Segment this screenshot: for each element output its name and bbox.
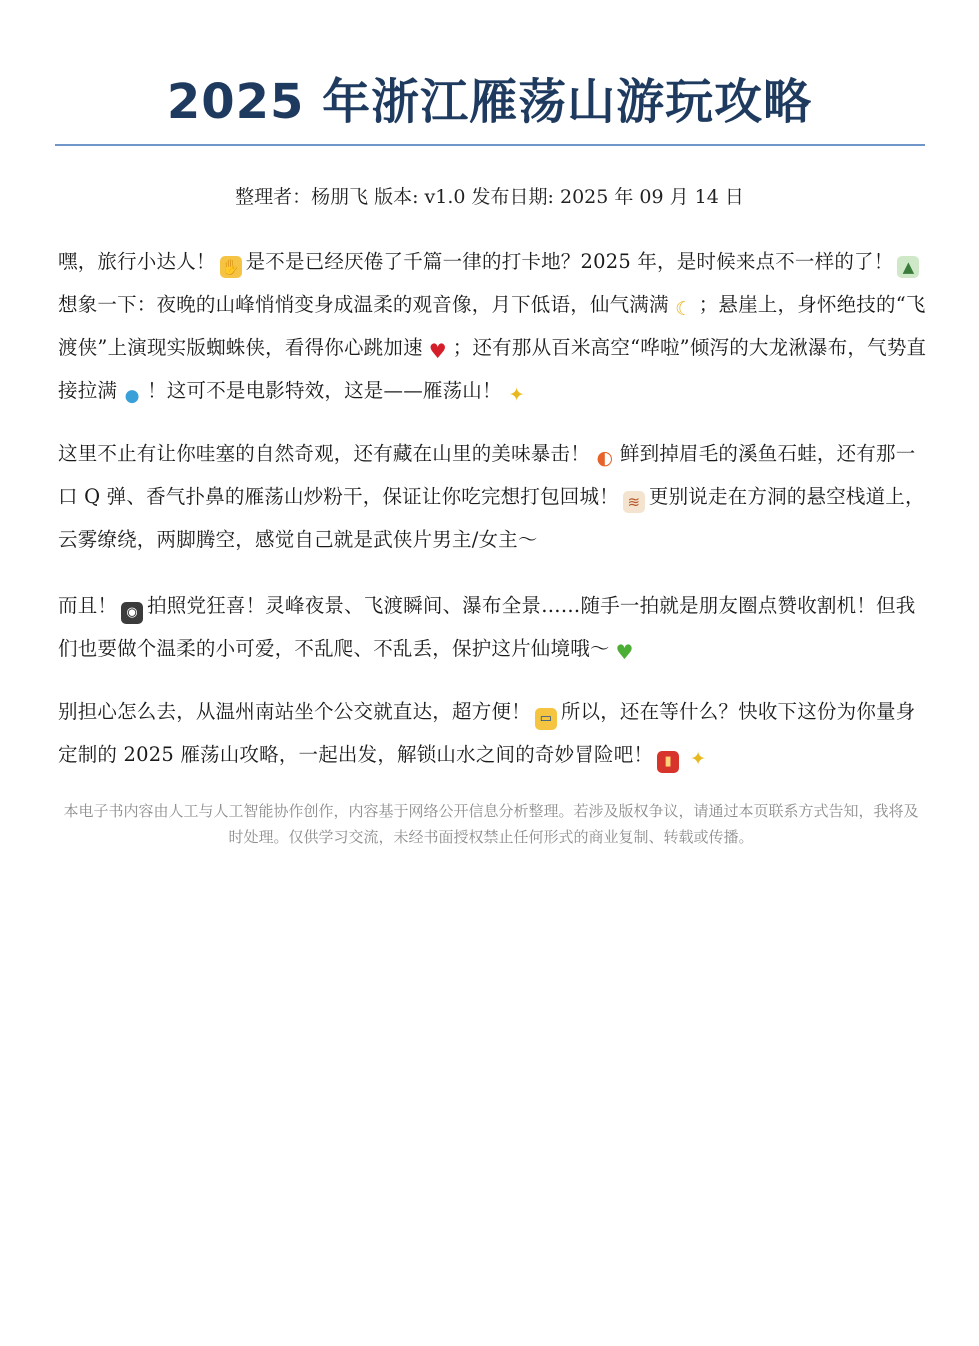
paragraph-text: 别担心怎么去，从温州南站坐个公交就直达，超方便！ — [58, 700, 531, 723]
bus-icon: ▭ — [535, 708, 557, 730]
red-heart-icon: ♥ — [428, 339, 447, 363]
mountain-icon: ▲ — [897, 256, 919, 278]
paragraph-text: ；还有那从百米高空“哗啦”倾泻的大龙湫瀑布，气势直接拉满 — [58, 336, 927, 402]
paragraph-text: 更别说走在方洞的悬空栈道上，云雾缭绕，两脚腾空，感觉自己就是武侠片男主/女主～ — [58, 485, 925, 551]
paragraph-text: 而且！ — [58, 594, 118, 617]
author-version-date: 整理者：杨朋飞 版本: v1.0 发布日期: 2025 年 09 月 14 日 — [235, 186, 744, 208]
sparkles-icon: ✦ — [690, 748, 707, 770]
paragraph-text: ；悬崖上，身怀绝技的“飞渡侠”上演现实版蜘蛛侠，看得你心跳加速 — [58, 293, 926, 359]
green-heart-icon: ♥ — [615, 640, 634, 664]
paragraph-text: 鲜到掉眉毛的溪鱼石蛙，还有那一口 Q 弹、香气扑鼻的雁荡山炒粉干，保证让你吃完想打包回城！ — [58, 442, 916, 508]
paragraph-text: 拍照党狂喜！灵峰夜景、飞渡瞬间、瀑布全景……随手一拍就是朋友圈点赞收割机！但我们也要做个温柔的小可爱，不乱爬、不乱丢，保护这片仙境哦～ — [58, 594, 916, 660]
sparkles-icon: ✦ — [508, 384, 525, 406]
paragraph-text: 嘿，旅行小达人！ — [58, 250, 216, 273]
crescent-moon-icon: ☾ — [675, 298, 693, 320]
document-title: 2025 年浙江雁荡山游玩攻略 — [166, 74, 813, 130]
noodle-bowl-icon: ≋ — [623, 491, 645, 513]
paragraph-text: ！这可不是电影特效，这是——雁荡山！ — [147, 379, 502, 402]
shrimp-icon: ◐ — [596, 447, 614, 469]
photo-paragraph — [58, 584, 930, 670]
waving-hand-icon: ✋ — [221, 258, 241, 276]
food-paragraph — [58, 432, 930, 561]
backpack-icon: ▮ — [657, 751, 679, 773]
intro-paragraph — [58, 240, 930, 412]
water-drops-icon: ● — [124, 386, 140, 406]
paragraph-text: 是不是已经厌倦了千篇一律的打卡地？2025 年，是时候来点不一样的了！ — [245, 250, 894, 273]
paragraph-text: 所以，还在等什么？快收下这份为你量身定制的 2025 雁荡山攻略，一起出发，解锁山水之间的奇妙冒险吧！ — [58, 700, 916, 766]
transport-paragraph — [58, 690, 930, 776]
paragraph-text: 想象一下：夜晚的山峰悄悄变身成温柔的观音像，月下低语，仙气满满 — [58, 293, 669, 316]
title-divider — [55, 144, 925, 146]
copyright-disclaimer: 本电子书内容由人工与人工智能协作创作，内容基于网络公开信息分析整理。若涉及版权争议，请通过本页联系方式告知，我将及时处理。仅供学习交流，未经书面授权禁止任何形式的商业复制、转载或传播。 — [63, 802, 919, 846]
paragraph-text: 这里不止有让你哇塞的自然奇观，还有藏在山里的美味暴击！ — [58, 442, 590, 465]
camera-icon: ◉ — [121, 602, 143, 624]
